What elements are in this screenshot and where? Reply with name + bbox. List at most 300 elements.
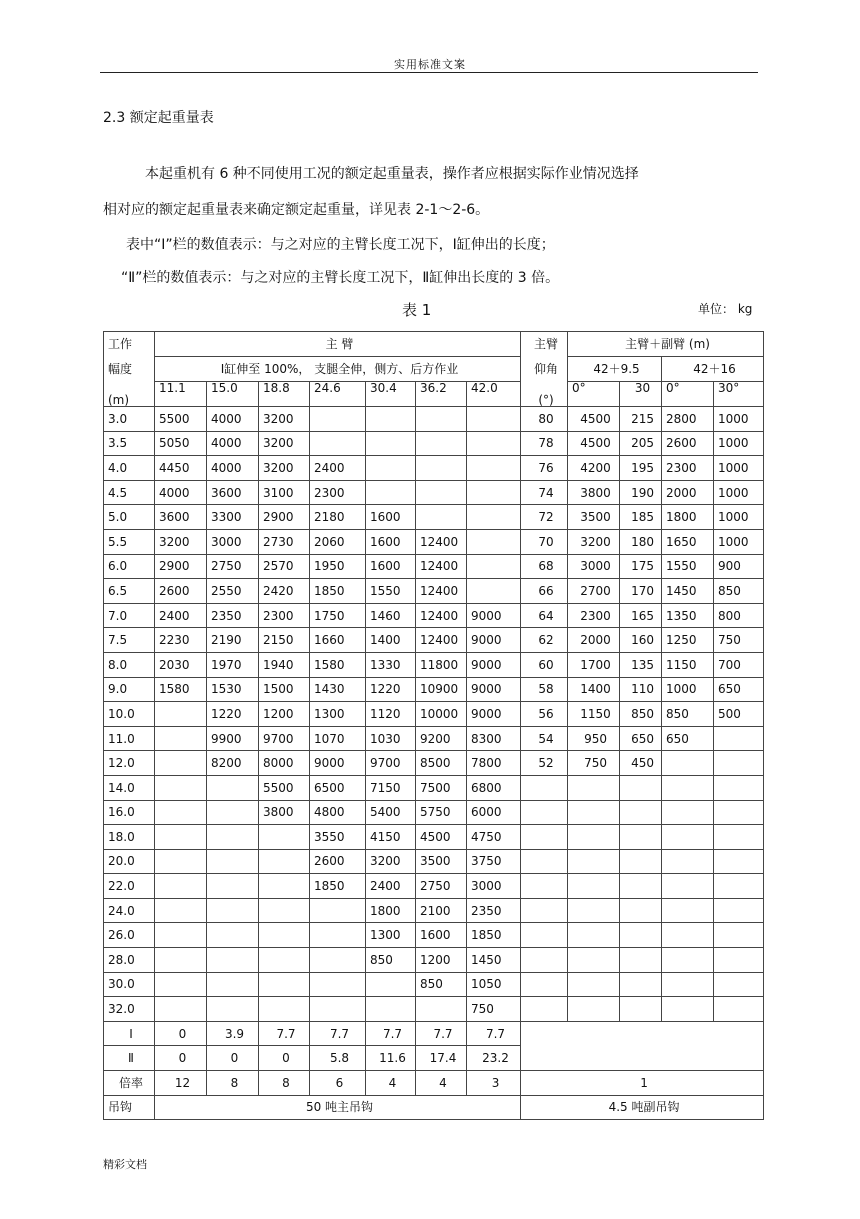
table-cell <box>714 874 764 899</box>
table-cell: 1460 <box>366 603 416 628</box>
row-label-cell: 倍率 <box>104 1071 155 1096</box>
table-cell <box>207 923 259 948</box>
table-cell <box>467 407 521 432</box>
row-range-cell: 8.0 <box>104 652 155 677</box>
table-cell <box>155 948 207 973</box>
table-row <box>104 628 764 653</box>
table-cell <box>155 874 207 899</box>
table-cell: 74 <box>521 480 568 505</box>
blank-cell <box>521 1046 764 1071</box>
load-chart-table <box>103 331 764 1120</box>
table-cell: 62 <box>521 628 568 653</box>
table-cell: 6000 <box>467 800 521 825</box>
table-cell: 700 <box>714 652 764 677</box>
table-cell <box>259 948 310 973</box>
table-cell <box>620 874 662 899</box>
table-cell: 3300 <box>207 505 259 530</box>
table-cell: 2000 <box>662 480 714 505</box>
table-cell: 2230 <box>155 628 207 653</box>
table-row <box>104 825 764 850</box>
row-range-cell: 26.0 <box>104 923 155 948</box>
table-cell <box>416 480 467 505</box>
table-cell: 185 <box>620 505 662 530</box>
table-cell: 0 <box>207 1046 259 1071</box>
table-cell: 68 <box>521 554 568 579</box>
paragraph-1: 本起重机有 6 种不同使用工况的额定起重量表，操作者应根据实际作业情况选择 <box>145 166 639 182</box>
table-cell: 70 <box>521 529 568 554</box>
table-cell: 9000 <box>467 628 521 653</box>
paragraph-4: “Ⅱ”栏的数值表示：与之对应的主臂长度工况下，Ⅱ缸伸出长度的 3 倍。 <box>121 270 560 286</box>
table-cell <box>662 849 714 874</box>
table-cell: 4800 <box>310 800 366 825</box>
row-range-cell: 14.0 <box>104 775 155 800</box>
row-range-cell: 32.0 <box>104 997 155 1022</box>
row-range-cell: 3.5 <box>104 431 155 456</box>
row-range-cell: 9.0 <box>104 677 155 702</box>
table-cell: 950 <box>568 726 620 751</box>
table-cell: 135 <box>620 652 662 677</box>
header-main-length: 42.0 <box>467 382 521 407</box>
table-row <box>104 898 764 923</box>
table-cell: 12400 <box>416 628 467 653</box>
table-row <box>104 554 764 579</box>
table-cell <box>521 948 568 973</box>
table-cell: 8500 <box>416 751 467 776</box>
table-cell: 12400 <box>416 554 467 579</box>
table-cell <box>662 775 714 800</box>
table-row <box>104 874 764 899</box>
table-cell: 7.7 <box>310 1021 366 1046</box>
table-cell: 3600 <box>207 480 259 505</box>
table-cell: 850 <box>416 972 467 997</box>
table-cell: 56 <box>521 702 568 727</box>
table-cell <box>310 923 366 948</box>
header-jib-angle: 30 <box>620 382 662 407</box>
table-cell: 1450 <box>662 579 714 604</box>
table-cell: 1430 <box>310 677 366 702</box>
table-cell: 1600 <box>366 505 416 530</box>
table-cell: 2100 <box>416 898 467 923</box>
header-main-condition: Ⅰ缸伸至 100%， 支腿全伸，侧方、后方作业 <box>155 357 521 382</box>
table-cell <box>467 480 521 505</box>
table-cell: 72 <box>521 505 568 530</box>
table-cell: 750 <box>467 997 521 1022</box>
table-cell <box>310 898 366 923</box>
table-cell: 7500 <box>416 775 467 800</box>
table-cell <box>521 825 568 850</box>
table-cell <box>662 751 714 776</box>
header-jib-angle: 0° <box>568 382 620 407</box>
table-cell: 2400 <box>155 603 207 628</box>
table-cell <box>568 825 620 850</box>
table-cell <box>662 898 714 923</box>
table-row <box>104 800 764 825</box>
table-cell: 165 <box>620 603 662 628</box>
table-cell: 1580 <box>310 652 366 677</box>
header-row-3 <box>104 382 764 407</box>
table-cell <box>259 849 310 874</box>
table-cell: 12 <box>155 1071 207 1096</box>
table-cell: 5400 <box>366 800 416 825</box>
table-cell <box>620 898 662 923</box>
table-cell <box>714 751 764 776</box>
page-header: 实用标准文案 <box>394 58 466 71</box>
row-range-cell: 4.5 <box>104 480 155 505</box>
table-cell: 3.9 <box>207 1021 259 1046</box>
blank-cell <box>521 1021 764 1046</box>
table-cell <box>662 800 714 825</box>
table-cell: 7.7 <box>366 1021 416 1046</box>
table-cell: 1000 <box>714 480 764 505</box>
row-cylinder-2 <box>104 1046 764 1071</box>
table-cell: 6500 <box>310 775 366 800</box>
table-cell <box>714 948 764 973</box>
table-cell: 175 <box>620 554 662 579</box>
table-cell <box>310 407 366 432</box>
row-hook <box>104 1095 764 1120</box>
table-cell <box>207 972 259 997</box>
table-cell <box>568 898 620 923</box>
table-cell: 8300 <box>467 726 521 751</box>
table-cell: 60 <box>521 652 568 677</box>
table-cell: 1000 <box>662 677 714 702</box>
table-cell: 4500 <box>568 431 620 456</box>
table-row <box>104 505 764 530</box>
table-cell: 1330 <box>366 652 416 677</box>
table-row <box>104 702 764 727</box>
table-cell <box>521 775 568 800</box>
table-cell <box>662 874 714 899</box>
table-cell: 2180 <box>310 505 366 530</box>
table-cell <box>467 505 521 530</box>
table-row <box>104 603 764 628</box>
table-cell: 6 <box>310 1071 366 1096</box>
table-cell: 9000 <box>467 677 521 702</box>
table-cell <box>259 972 310 997</box>
table-cell: 1600 <box>416 923 467 948</box>
table-cell: 7.7 <box>467 1021 521 1046</box>
table-cell: 3000 <box>467 874 521 899</box>
table-cell: 4450 <box>155 456 207 481</box>
table-cell: 2570 <box>259 554 310 579</box>
table-cell <box>568 997 620 1022</box>
header-boom-angle-2: 仰角 <box>521 357 568 382</box>
table-cell <box>714 825 764 850</box>
table-cell <box>620 948 662 973</box>
table-cell: 3200 <box>259 407 310 432</box>
table-caption: 表 1 <box>402 301 432 319</box>
table-cell: 160 <box>620 628 662 653</box>
table-cell: 1500 <box>259 677 310 702</box>
table-cell: 110 <box>620 677 662 702</box>
table-cell <box>620 775 662 800</box>
table-cell: 1150 <box>662 652 714 677</box>
table-cell <box>207 898 259 923</box>
table-cell <box>155 898 207 923</box>
table-cell: 2600 <box>155 579 207 604</box>
table-cell <box>568 923 620 948</box>
table-unit: 单位： kg <box>698 302 753 316</box>
table-cell: 4500 <box>568 407 620 432</box>
table-cell: 3600 <box>155 505 207 530</box>
table-cell: 1000 <box>714 505 764 530</box>
table-cell: 1650 <box>662 529 714 554</box>
header-work-range-1: 工作 <box>104 332 155 357</box>
table-cell: 5.8 <box>310 1046 366 1071</box>
table-cell <box>521 972 568 997</box>
table-cell <box>467 456 521 481</box>
table-cell: 4750 <box>467 825 521 850</box>
table-cell: 3550 <box>310 825 366 850</box>
table-cell: 3800 <box>568 480 620 505</box>
table-cell: 450 <box>620 751 662 776</box>
page-footer: 精彩文档 <box>103 1158 147 1171</box>
header-main-boom: 主 臂 <box>155 332 521 357</box>
table-cell: 23.2 <box>467 1046 521 1071</box>
row-label-cell: 吊钩 <box>104 1095 155 1120</box>
table-cell: 8 <box>207 1071 259 1096</box>
header-main-length: 36.2 <box>416 382 467 407</box>
table-cell: 650 <box>662 726 714 751</box>
table-cell <box>714 923 764 948</box>
table-row <box>104 751 764 776</box>
row-range-cell: 5.5 <box>104 529 155 554</box>
header-jib-angle: 30° <box>714 382 764 407</box>
table-cell: 9000 <box>467 652 521 677</box>
table-cell <box>568 800 620 825</box>
table-cell <box>521 997 568 1022</box>
header-main-length: 24.6 <box>310 382 366 407</box>
table-cell <box>521 874 568 899</box>
table-row <box>104 579 764 604</box>
row-range-cell: 10.0 <box>104 702 155 727</box>
table-cell: 2300 <box>259 603 310 628</box>
table-cell: 750 <box>714 628 764 653</box>
table-cell <box>714 800 764 825</box>
table-cell <box>620 923 662 948</box>
table-cell: 9000 <box>467 702 521 727</box>
table-cell <box>467 431 521 456</box>
table-cell: 2400 <box>366 874 416 899</box>
table-cell: 10900 <box>416 677 467 702</box>
table-row <box>104 480 764 505</box>
table-cell: 1250 <box>662 628 714 653</box>
table-row <box>104 775 764 800</box>
table-cell: 170 <box>620 579 662 604</box>
table-cell <box>416 505 467 530</box>
table-cell: 1400 <box>366 628 416 653</box>
row-range-cell: 30.0 <box>104 972 155 997</box>
table-cell: 850 <box>620 702 662 727</box>
table-cell <box>620 997 662 1022</box>
table-cell: 1850 <box>467 923 521 948</box>
table-cell: 4200 <box>568 456 620 481</box>
table-cell: 1600 <box>366 529 416 554</box>
table-cell: 2350 <box>467 898 521 923</box>
table-cell: 4500 <box>416 825 467 850</box>
table-cell: 1000 <box>714 529 764 554</box>
table-cell: 9700 <box>259 726 310 751</box>
header-work-range-2: 幅度 <box>104 357 155 382</box>
table-cell: 3200 <box>259 456 310 481</box>
table-cell <box>155 972 207 997</box>
paragraph-2: 相对应的额定起重量表来确定额定起重量，详见表 2-1～2-6。 <box>103 202 490 218</box>
table-cell <box>662 997 714 1022</box>
table-cell <box>259 923 310 948</box>
table-cell: 2300 <box>568 603 620 628</box>
hook-jib-cell: 4.5 吨副吊钩 <box>521 1095 764 1120</box>
table-cell: 1350 <box>662 603 714 628</box>
table-cell <box>568 972 620 997</box>
row-ratio <box>104 1071 764 1096</box>
table-cell: 7150 <box>366 775 416 800</box>
table-cell: 0 <box>259 1046 310 1071</box>
table-cell: 2900 <box>259 505 310 530</box>
table-cell <box>310 997 366 1022</box>
table-cell: 1970 <box>207 652 259 677</box>
row-range-cell: 6.5 <box>104 579 155 604</box>
table-cell: 1550 <box>662 554 714 579</box>
table-cell <box>155 923 207 948</box>
table-cell: 8000 <box>259 751 310 776</box>
header-row-1 <box>104 332 764 357</box>
table-cell: 3200 <box>568 529 620 554</box>
table-cell: 1070 <box>310 726 366 751</box>
table-cell: 1450 <box>467 948 521 973</box>
table-cell: 215 <box>620 407 662 432</box>
table-row <box>104 407 764 432</box>
table-cell: 4000 <box>207 431 259 456</box>
table-cell <box>155 825 207 850</box>
table-row <box>104 849 764 874</box>
table-cell: 5050 <box>155 431 207 456</box>
table-cell: 2300 <box>662 456 714 481</box>
table-cell: 2700 <box>568 579 620 604</box>
table-cell <box>714 898 764 923</box>
table-cell: 8 <box>259 1071 310 1096</box>
table-cell: 66 <box>521 579 568 604</box>
table-cell: 78 <box>521 431 568 456</box>
table-cell: 52 <box>521 751 568 776</box>
row-range-cell: 12.0 <box>104 751 155 776</box>
table-cell: 2730 <box>259 529 310 554</box>
table-cell: 4 <box>366 1071 416 1096</box>
table-cell <box>259 874 310 899</box>
row-range-cell: 4.0 <box>104 456 155 481</box>
table-cell: 750 <box>568 751 620 776</box>
row-range-cell: 24.0 <box>104 898 155 923</box>
table-cell: 2030 <box>155 652 207 677</box>
table-cell <box>207 874 259 899</box>
table-cell <box>310 972 366 997</box>
table-cell: 1200 <box>416 948 467 973</box>
table-cell <box>714 775 764 800</box>
table-cell: 1220 <box>207 702 259 727</box>
table-cell: 3500 <box>568 505 620 530</box>
header-main-length: 11.1 <box>155 382 207 407</box>
table-cell: 9900 <box>207 726 259 751</box>
table-cell <box>207 775 259 800</box>
table-cell: 2900 <box>155 554 207 579</box>
table-cell: 76 <box>521 456 568 481</box>
table-cell: 800 <box>714 603 764 628</box>
table-cell: 2060 <box>310 529 366 554</box>
table-cell: 12400 <box>416 529 467 554</box>
table-cell <box>521 849 568 874</box>
table-cell <box>207 997 259 1022</box>
table-cell <box>366 972 416 997</box>
table-cell: 2350 <box>207 603 259 628</box>
table-cell: 500 <box>714 702 764 727</box>
header-main-length: 15.0 <box>207 382 259 407</box>
table-cell: 1750 <box>310 603 366 628</box>
table-cell <box>467 579 521 604</box>
table-cell: 1050 <box>467 972 521 997</box>
table-cell: 5750 <box>416 800 467 825</box>
row-range-cell: 22.0 <box>104 874 155 899</box>
table-cell <box>155 702 207 727</box>
table-cell: 3200 <box>155 529 207 554</box>
table-cell: 2600 <box>310 849 366 874</box>
table-cell <box>366 480 416 505</box>
table-cell <box>521 898 568 923</box>
table-cell: 2420 <box>259 579 310 604</box>
table-cell <box>310 948 366 973</box>
table-cell: 9200 <box>416 726 467 751</box>
table-cell: 54 <box>521 726 568 751</box>
table-cell: 0 <box>155 1046 207 1071</box>
table-cell <box>568 874 620 899</box>
table-cell: 1600 <box>366 554 416 579</box>
table-cell <box>662 972 714 997</box>
table-cell: 1000 <box>714 456 764 481</box>
table-cell <box>259 997 310 1022</box>
table-cell <box>662 948 714 973</box>
table-cell: 7.7 <box>259 1021 310 1046</box>
header-jib-b: 42＋16 <box>662 357 764 382</box>
table-cell: 1530 <box>207 677 259 702</box>
table-cell <box>366 407 416 432</box>
table-cell: 2750 <box>416 874 467 899</box>
table-cell: 6800 <box>467 775 521 800</box>
table-cell: 190 <box>620 480 662 505</box>
table-cell: 1200 <box>259 702 310 727</box>
table-cell: 1800 <box>662 505 714 530</box>
table-cell: 2190 <box>207 628 259 653</box>
table-cell: 1300 <box>310 702 366 727</box>
table-cell: 1220 <box>366 677 416 702</box>
table-cell <box>714 726 764 751</box>
table-cell: 2400 <box>310 456 366 481</box>
table-cell: 3750 <box>467 849 521 874</box>
table-cell <box>416 456 467 481</box>
table-cell: 1400 <box>568 677 620 702</box>
row-range-cell: 16.0 <box>104 800 155 825</box>
table-cell <box>620 800 662 825</box>
table-cell <box>207 825 259 850</box>
table-cell <box>366 456 416 481</box>
table-cell: 1120 <box>366 702 416 727</box>
table-cell: 1940 <box>259 652 310 677</box>
table-cell: 1030 <box>366 726 416 751</box>
table-cell: 4 <box>416 1071 467 1096</box>
header-jib-a: 42＋9.5 <box>568 357 662 382</box>
header-jib-group: 主臂＋副臂 (m) <box>568 332 764 357</box>
table-cell: 2750 <box>207 554 259 579</box>
header-boom-angle-1: 主臂 <box>521 332 568 357</box>
row-range-cell: 18.0 <box>104 825 155 850</box>
row-range-cell: 6.0 <box>104 554 155 579</box>
